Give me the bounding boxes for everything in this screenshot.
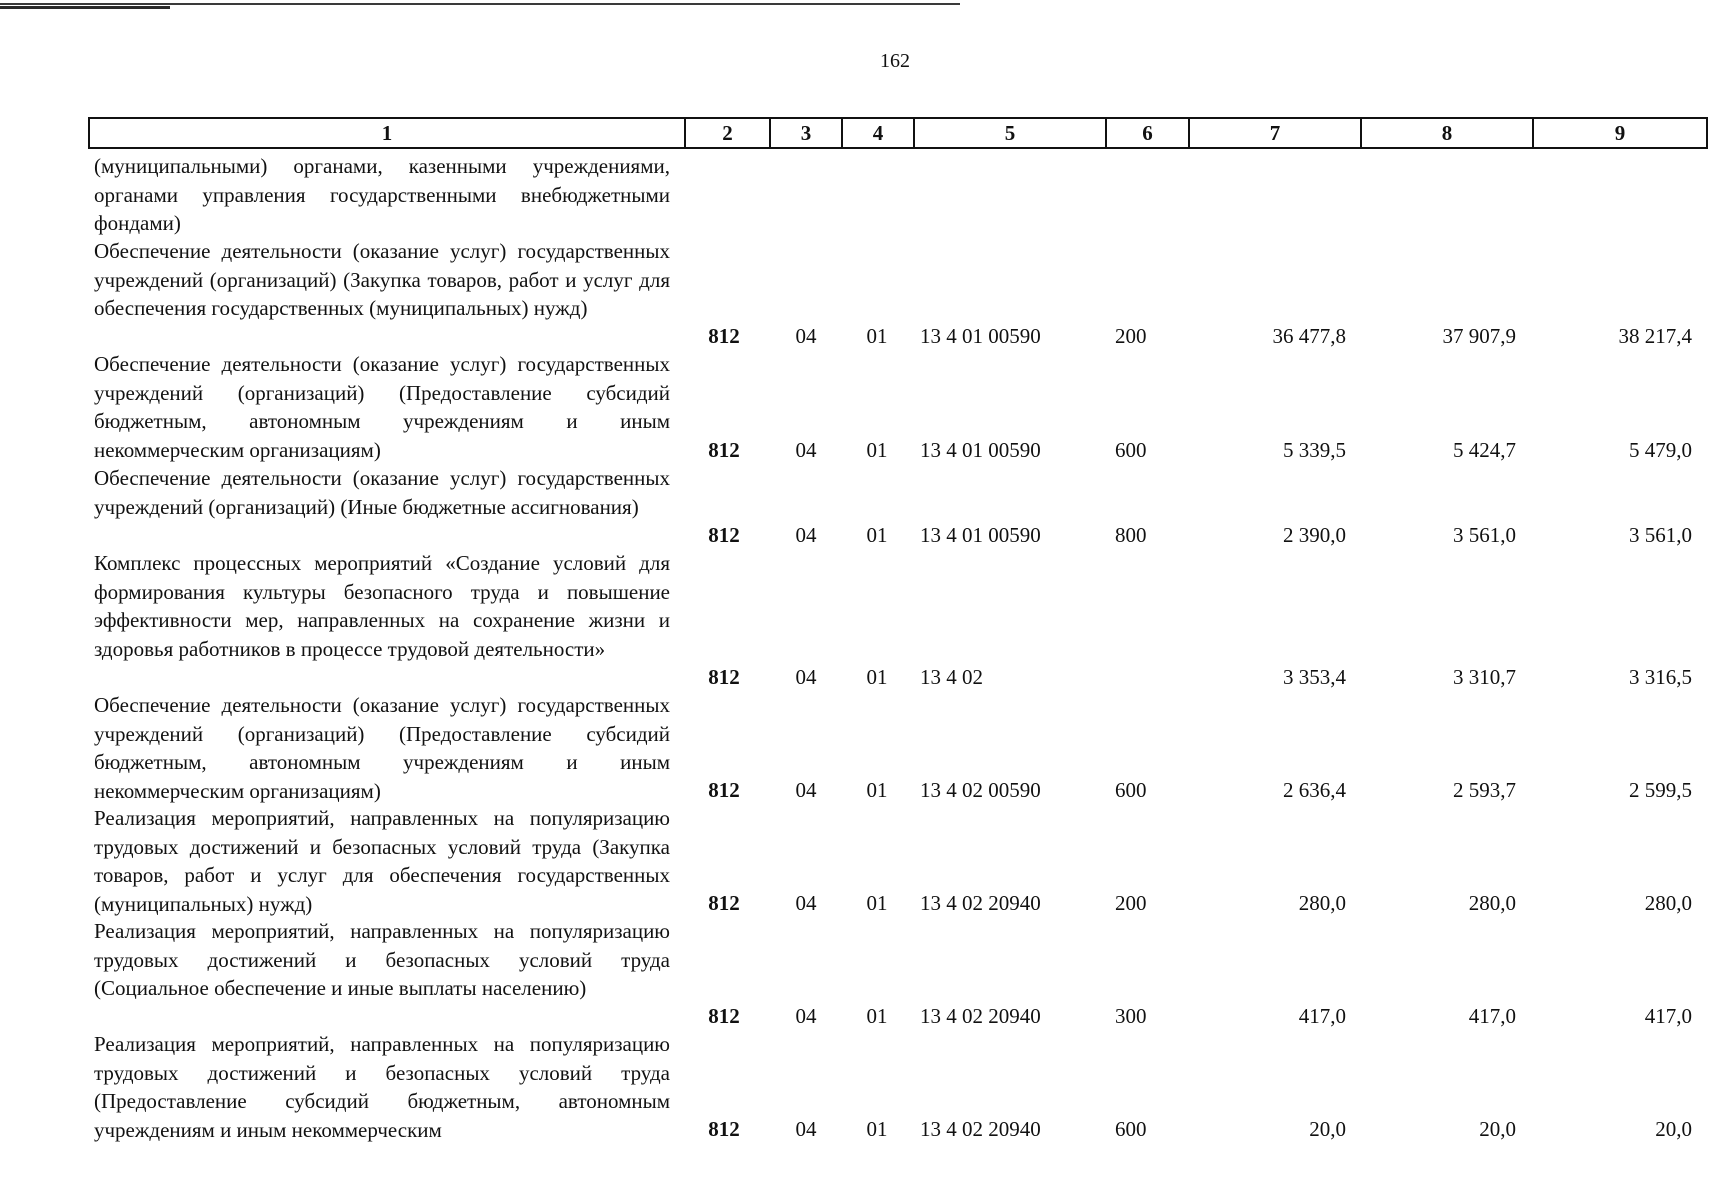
ministry-code: 812 (708, 323, 740, 348)
subsection-code: 01 (866, 1116, 888, 1141)
scan-edge-line (0, 0, 960, 10)
amount-col-9: 280,0 (1644, 890, 1692, 915)
ministry-code: 812 (708, 1003, 740, 1028)
amount-col-8: 20,0 (1479, 1116, 1516, 1141)
table-row (0, 691, 1714, 804)
section-code: 04 (795, 1003, 817, 1028)
amount-col-8: 37 907,9 (1442, 323, 1516, 348)
target-article-code: 13 4 01 00590 (920, 323, 1041, 348)
section-code: 04 (795, 323, 817, 348)
target-article-code: 13 4 02 (920, 664, 983, 689)
expense-type-code: 600 (1115, 1116, 1147, 1141)
subsection-code: 01 (866, 664, 888, 689)
column-header-1: 1 (90, 119, 686, 147)
amount-col-8: 2 593,7 (1453, 777, 1516, 802)
ministry-code: 812 (708, 664, 740, 689)
amount-col-9: 3 561,0 (1629, 522, 1692, 547)
amount-col-7: 5 339,5 (1283, 437, 1346, 462)
section-code: 04 (795, 1116, 817, 1141)
table-row (0, 350, 1714, 464)
amount-col-9: 3 316,5 (1629, 664, 1692, 689)
target-article-code: 13 4 02 20940 (920, 1003, 1041, 1028)
section-code: 04 (795, 777, 817, 802)
target-article-code: 13 4 01 00590 (920, 437, 1041, 462)
amount-col-8: 417,0 (1468, 1003, 1516, 1028)
row-description: Обеспечение деятельности (оказание услуг) государственных учреждений (организаций) (Закупка товаров, работ и услуг для обеспечения государственных (муниципальных) нужд) (94, 239, 670, 320)
amount-col-7: 20,0 (1309, 1116, 1346, 1141)
row-description: (муниципальными) органами, казенными учреждениями, органами управления государственными внебюджетными фондами) (94, 154, 670, 235)
column-header-4: 4 (843, 119, 915, 147)
table-row (0, 804, 1714, 917)
table-header (88, 117, 1708, 149)
row-description: Реализация мероприятий, направленных на популяризацию трудовых достижений и безопасных условий труда (Закупка товаров, работ и услуг для обеспечения государственных (муниципальных) нужд) (94, 806, 670, 916)
column-header-6: 6 (1107, 119, 1190, 147)
expense-type-code: 800 (1115, 522, 1147, 547)
expense-type-code: 600 (1115, 437, 1147, 462)
subsection-code: 01 (866, 522, 888, 547)
subsection-code: 01 (866, 437, 888, 462)
expense-type-code: 600 (1115, 777, 1147, 802)
amount-col-7: 280,0 (1298, 890, 1346, 915)
table-row (0, 549, 1714, 691)
row-description: Реализация мероприятий, направленных на популяризацию трудовых достижений и безопасных условий труда (Предоставление субсидий бюджетным, автономным учреждениям и иным некоммерческим (94, 1032, 670, 1142)
row-description: Обеспечение деятельности (оказание услуг) государственных учреждений (организаций) (Предоставление субсидий бюджетным, автономным учреждениям и иным некоммерческим организациям) (94, 693, 670, 803)
column-header-9: 9 (1614, 121, 1626, 145)
target-article-code: 13 4 02 20940 (920, 890, 1041, 915)
page-number: 162 (880, 50, 910, 72)
row-description: Реализация мероприятий, направленных на популяризацию трудовых достижений и безопасных условий труда (Социальное обеспечение и иные выплаты населению) (94, 919, 670, 1000)
table-row (0, 917, 1714, 1030)
ministry-code: 812 (708, 1116, 740, 1141)
amount-col-8: 3 310,7 (1453, 664, 1516, 689)
table-row (0, 1030, 1714, 1143)
amount-col-9: 417,0 (1644, 1003, 1692, 1028)
column-header-8: 8 (1362, 119, 1534, 147)
amount-col-9: 38 217,4 (1618, 323, 1692, 348)
subsection-code: 01 (866, 1003, 888, 1028)
amount-col-9: 2 599,5 (1629, 777, 1692, 802)
column-header-3: 3 (771, 119, 843, 147)
section-code: 04 (795, 664, 817, 689)
row-description: Обеспечение деятельности (оказание услуг) государственных учреждений (организаций) (Предоставление субсидий бюджетным, автономным учреждениям и иным некоммерческим организациям) (94, 352, 670, 462)
amount-col-7: 36 477,8 (1272, 323, 1346, 348)
row-description: Комплекс процессных мероприятий «Создание условий для формирования культуры безопасного труда и повышение эффективности мер, направленных на сохранение жизни и здоровья работников в процессе трудовой деятельности» (94, 551, 670, 661)
section-code: 04 (795, 437, 817, 462)
expense-type-code: 200 (1115, 323, 1147, 348)
target-article-code: 13 4 02 00590 (920, 777, 1041, 802)
table-row (0, 237, 1714, 350)
amount-col-9: 5 479,0 (1629, 437, 1692, 462)
subsection-code: 01 (866, 890, 888, 915)
amount-col-8: 5 424,7 (1453, 437, 1516, 462)
column-header-7: 7 (1190, 119, 1362, 147)
ministry-code: 812 (708, 777, 740, 802)
subsection-code: 01 (866, 323, 888, 348)
expense-type-code: 200 (1115, 890, 1147, 915)
amount-col-7: 2 636,4 (1283, 777, 1346, 802)
ministry-code: 812 (708, 437, 740, 462)
row-description: Обеспечение деятельности (оказание услуг) государственных учреждений (организаций) (Иные бюджетные ассигнования) (94, 466, 670, 519)
amount-col-7: 3 353,4 (1283, 664, 1346, 689)
target-article-code: 13 4 01 00590 (920, 522, 1041, 547)
table-row (0, 464, 1714, 549)
amount-col-7: 2 390,0 (1283, 522, 1346, 547)
target-article-code: 13 4 02 20940 (920, 1116, 1041, 1141)
expense-type-code: 300 (1115, 1003, 1147, 1028)
column-header-2: 2 (686, 119, 771, 147)
amount-col-7: 417,0 (1298, 1003, 1346, 1028)
section-code: 04 (795, 890, 817, 915)
amount-col-9: 20,0 (1655, 1116, 1692, 1141)
amount-col-8: 3 561,0 (1453, 522, 1516, 547)
amount-col-8: 280,0 (1468, 890, 1516, 915)
ministry-code: 812 (708, 522, 740, 547)
column-header-5: 5 (915, 119, 1107, 147)
ministry-code: 812 (708, 890, 740, 915)
section-code: 04 (795, 522, 817, 547)
table-row (0, 152, 1714, 237)
subsection-code: 01 (866, 777, 888, 802)
